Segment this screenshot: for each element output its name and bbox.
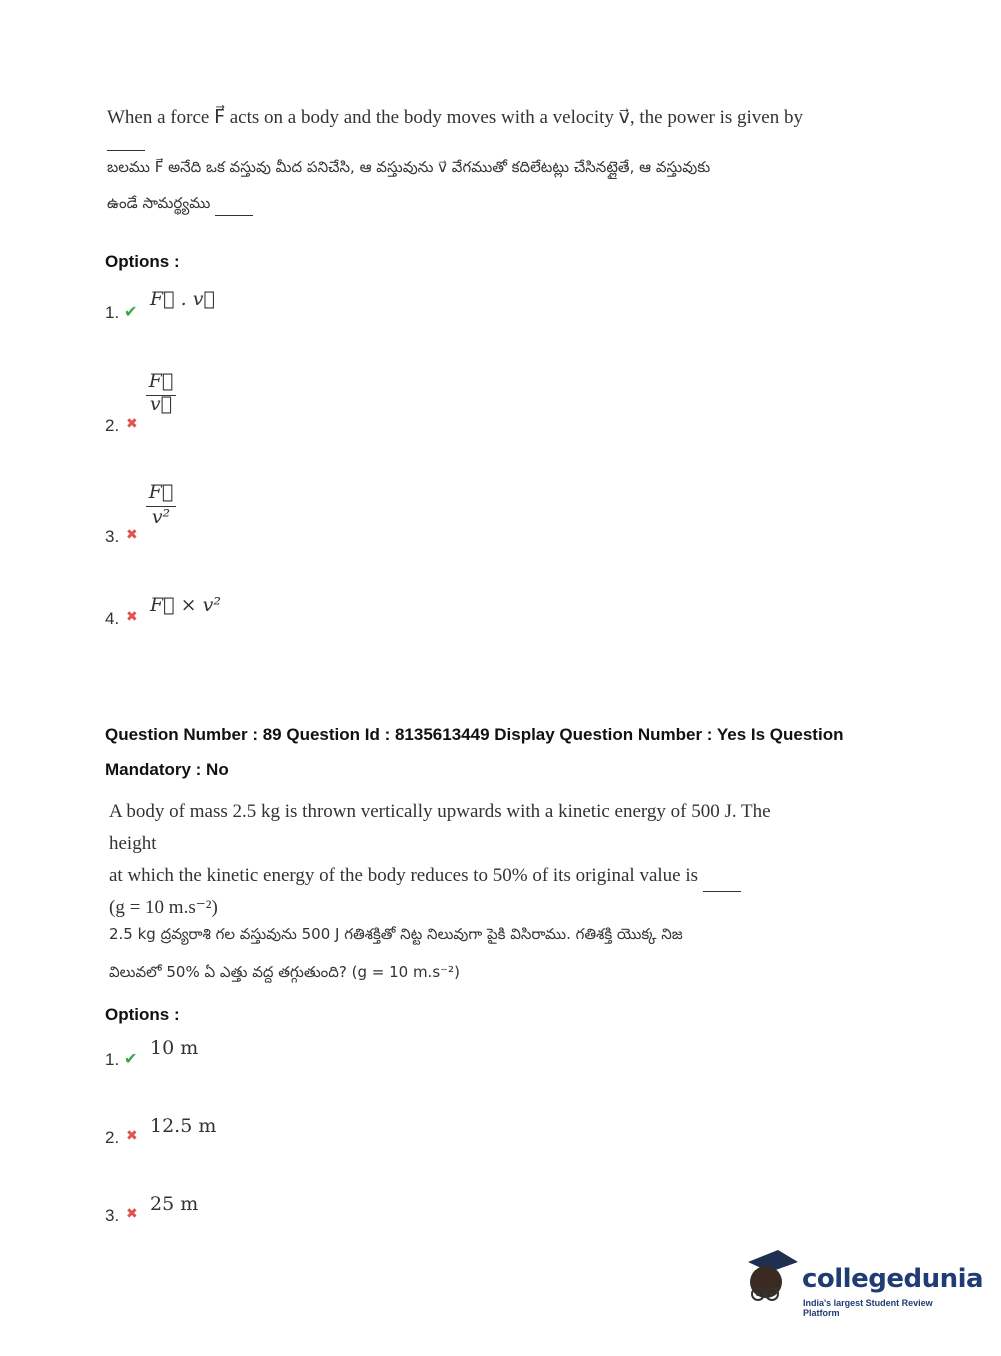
question-text-telugu: బలము F⃗ అనేది ఒక వస్తువు మీద పనిచేసి, ఆ వస్తువును v⃗ వేగముతో కదిలేటట్లు చేసినట్లైతే, ఆ వస్తువుకు ఉండే సామర్థ్యము	[107, 158, 807, 216]
answer-blank	[703, 889, 741, 892]
wrong-cross-icon: ✖	[126, 1206, 138, 1222]
fraction-denominator: v⃗	[149, 393, 173, 415]
option-1-number: 1.	[105, 303, 120, 322]
options-label: Options :	[105, 252, 180, 271]
answer-blank	[215, 213, 253, 216]
correct-check-icon: ✔	[124, 302, 138, 321]
wrong-cross-icon: ✖	[126, 416, 138, 432]
question-text-english: A body of mass 2.5 kg is thrown vertically upwards with a kinetic energy of 500 J. The height at which the kinetic energy of the body reduces to 50% of its original value is (g = 10 m.s⁻²)	[109, 801, 771, 918]
question-text-telugu: 2.5 kg ద్రవ్యరాశి గల వస్తువును 500 J గతిశక్తితో నిట్ట నిలువుగా పైకి విసిరాము. గతిశక్తి యొక్క నిజ విలువలో 50% ఏ ఎత్తు వద్ద తగ్గుతుంది? (g = 10 m.s⁻²)	[109, 925, 683, 981]
wrong-cross-icon: ✖	[126, 1128, 138, 1144]
question-meta: Question Number : 89 Question Id : 8135613449 Display Question Number : Yes Is Question Mandatory : No	[105, 725, 844, 779]
fraction-numerator: F⃗	[148, 370, 174, 392]
options-label: Options :	[105, 1005, 180, 1024]
collegedunia-logo	[740, 1248, 984, 1318]
option-3-number: 3.	[105, 1206, 120, 1225]
correct-check-icon: ✔	[124, 1049, 138, 1068]
fraction-denominator: v²	[151, 506, 171, 528]
option-1-expression[interactable]: F⃗ . v⃗	[150, 288, 215, 310]
logo-tagline: India's largest Student Review Platform	[803, 1298, 933, 1318]
mascot-icon	[740, 1248, 800, 1314]
option-3-number: 3.	[105, 527, 120, 546]
option-4-number: 4.	[105, 609, 120, 628]
logo-wordmark: collegedunia	[802, 1264, 984, 1294]
option-2-number: 2.	[105, 1128, 120, 1147]
wrong-cross-icon: ✖	[126, 527, 138, 543]
question-text-english: When a force F⃗ acts on a body and the body moves with a velocity v⃗, the power is given by	[107, 106, 807, 151]
option-3-fraction[interactable]	[146, 481, 176, 528]
option-2-fraction[interactable]	[146, 370, 176, 415]
option-2-number: 2.	[105, 416, 120, 435]
option-3-answer[interactable]: 25 m	[150, 1193, 199, 1215]
option-4-expression[interactable]: F⃗ × v²	[150, 594, 221, 616]
option-2-answer[interactable]: 12.5 m	[150, 1115, 217, 1137]
wrong-cross-icon: ✖	[126, 609, 138, 625]
fraction-numerator: F⃗	[148, 481, 174, 503]
option-1-number: 1.	[105, 1050, 120, 1069]
option-1-answer[interactable]: 10 m	[150, 1037, 199, 1059]
answer-blank	[107, 148, 145, 151]
